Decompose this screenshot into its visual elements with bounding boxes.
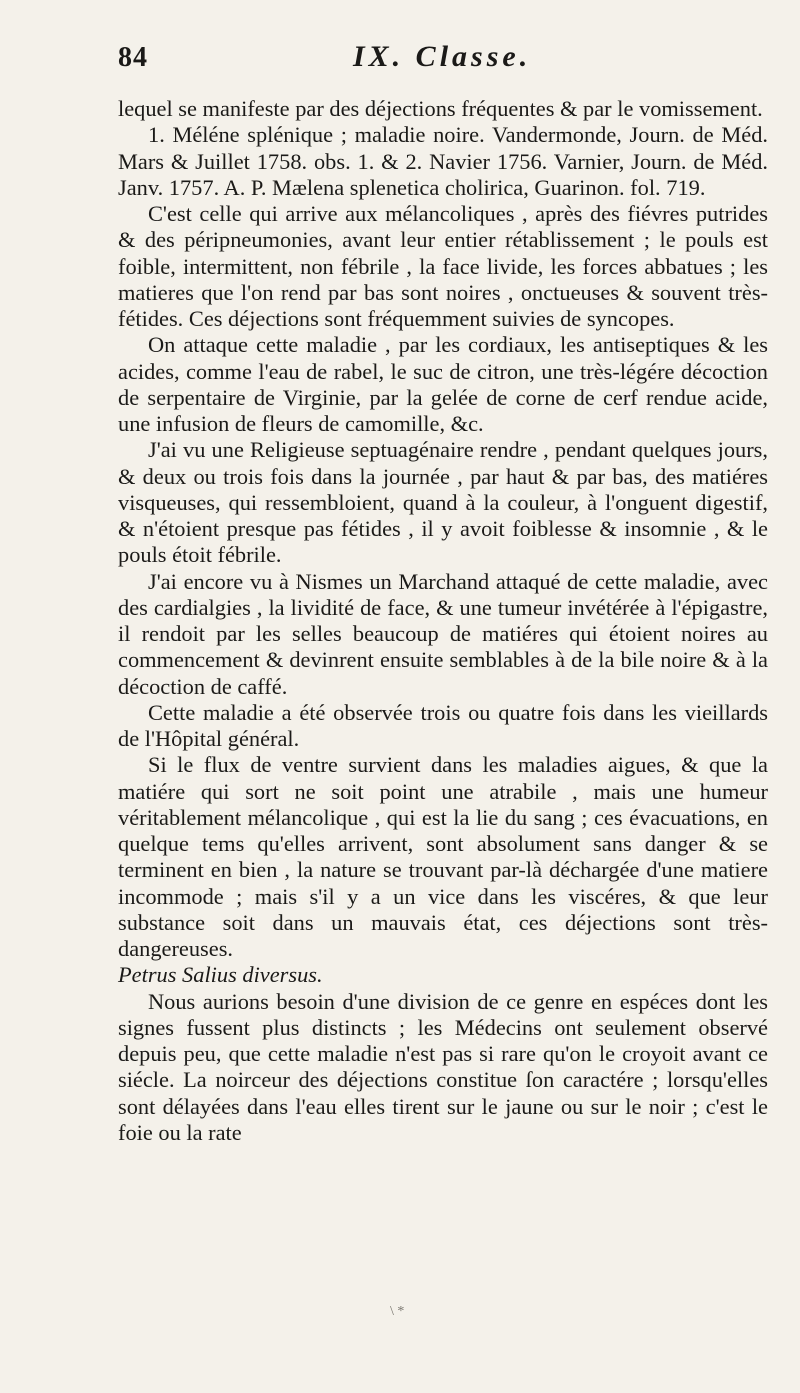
- running-header: [118, 38, 738, 78]
- citation-salius: Petrus Salius diversus.: [118, 962, 323, 988]
- footer-marks: \ *: [390, 1304, 405, 1319]
- page-number: 84: [118, 42, 148, 73]
- paragraph-flux-de-ventre: Si le flux de ventre survient dans les maladies aigues, & que la matiére qui sort ne soit point une atrabile , mais une humeur véritablement mélancolique , qui est la lie du sang ; ces évacuations, en quelque tems qu'elles arrivent, sont absolument sans danger & se terminent en bien , la nature se trouvant par-là déchargée d'une matiere incommode ; mais s'il y a un vice dans les viscéres, & que leur substance soit dans un mauvais état, ces déjections sont très-dangereuses.: [118, 752, 768, 961]
- paragraph-continuation: lequel se manifeste par des déjections fréquentes & par le vomissement.: [118, 96, 763, 121]
- paragraph-case-religieuse: J'ai vu une Religieuse septuagénaire rendre , pendant quelques jours, & deux ou trois fois dans la journée , par haut & par bas, des matiéres visqueuses, qui ressembloient, quand à la couleur, à l'onguent digestif, & n'étoient presque pas fétides , il y avoit foiblesse & insomnie , & le pouls étoit fébrile.: [118, 437, 768, 568]
- paragraph-division: Nous aurions besoin d'une division de ce genre en espéces dont les signes fussent plus distincts ; les Médecins ont seulement observé depuis peu, que cette maladie n'est pas si rare qu'on le croyoit avant ce siécle. La noirceur des déjections constitue ſon caractére ; lorsqu'elles sont délayées dans l'eau elles tirent sur le jaune ou sur le noir ; c'est le foie ou la rate: [118, 988, 768, 1145]
- paragraph-description: C'est celle qui arrive aux mélancoliques , après des fiévres putrides & des péripneumonies, avant leur entier rétablissement ; le pouls est foible, intermittent, non fébrile , la face livide, les forces abbatues ; les matieres que l'on rend par bas sont noires , onctueuses & souvent très-fétides. Ces déjections sont fréquemment suivies de syncopes.: [118, 201, 768, 331]
- paragraph-entry-1: 1. Méléne splénique ; maladie noire. Vandermonde, Journ. de Méd. Mars & Juillet 1758. obs. 1. & 2. Navier 1756. Varnier, Journ. de Méd. Janv. 1757. A. P. Mælena splenetica cholirica, Guarinon. fol. 719.: [118, 122, 768, 200]
- paragraph-hopital: Cette maladie a été observée trois ou quatre fois dans les vieillards de l'Hôpital général.: [118, 699, 768, 751]
- running-title: IX. Classe.: [353, 40, 532, 73]
- paragraph-treatment: On attaque cette maladie , par les cordiaux, les antiseptiques & les acides, comme l'eau de rabel, le suc de citron, une très-légére décoction de serpentaire de Virginie, par la gelée de corne de cerf rendue acide, une infusion de fleurs de camomille, &c.: [118, 332, 768, 436]
- body-text: [118, 96, 768, 1146]
- paragraph-case-marchand: J'ai encore vu à Nismes un Marchand attaqué de cette maladie, avec des cardialgies , la lividité de face, & une tumeur invétérée à l'épigastre, il rendoit par les selles beaucoup de matiéres qui étoient noires au commencement & devinrent ensuite semblables à de la bile noire & à la décoction de caffé.: [118, 568, 768, 699]
